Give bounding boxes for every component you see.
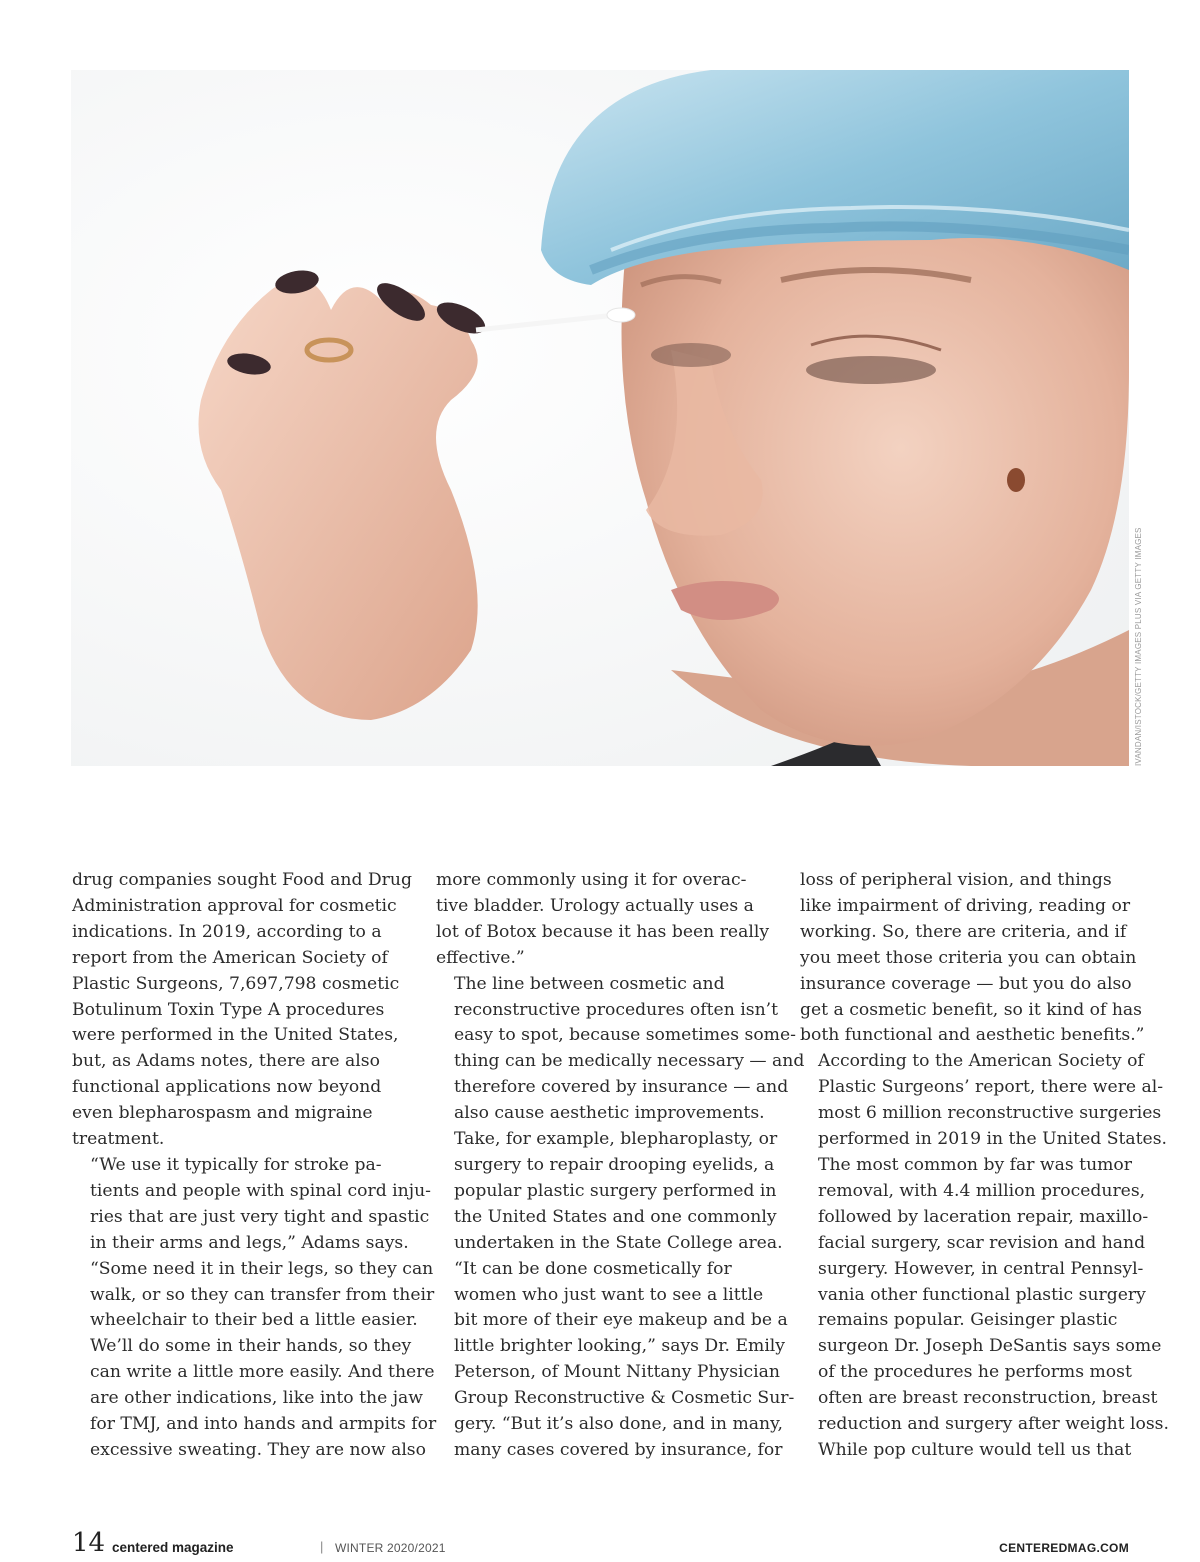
text-line: therefore covered by insurance — and (454, 1077, 789, 1098)
text-line: often are breast reconstruction, breast (818, 1388, 1158, 1409)
text-line: performed in 2019 in the United States. (818, 1129, 1168, 1150)
text-line: of the procedures he performs most (818, 1362, 1132, 1383)
text-line: working. So, there are criteria, and if (800, 921, 1127, 942)
text-line: thing can be medically necessary — and (454, 1051, 805, 1072)
text-line: surgery to repair drooping eyelids, a (454, 1154, 775, 1175)
article-paragraph (800, 1438, 1130, 1464)
text-line: insurance coverage — but you do also (800, 973, 1132, 994)
text-line: excessive sweating. They are now also (90, 1439, 426, 1460)
text-line: even blepharospasm and migraine (72, 1103, 373, 1124)
text-line: are other indications, like into the jaw (90, 1388, 424, 1409)
text-line: “It can be done cosmetically for (454, 1258, 732, 1279)
text-line: Group Reconstructive & Cosmetic Sur- (454, 1388, 795, 1409)
text-line: vania other functional plastic surgery (818, 1284, 1146, 1305)
text-line: surgeon Dr. Joseph DeSantis says some (818, 1336, 1162, 1357)
text-line: Administration approval for cosmetic (72, 895, 397, 916)
text-line: The line between cosmetic and (454, 973, 725, 994)
text-line: reduction and surgery after weight loss. (818, 1414, 1169, 1435)
magazine-name: centered magazine (112, 1540, 234, 1555)
article-paragraph (800, 1049, 1169, 1438)
text-line: We’ll do some in their hands, so they (90, 1336, 412, 1357)
article-column-3 (800, 868, 1169, 1464)
article-paragraph (436, 972, 805, 1257)
article-paragraph (72, 868, 412, 1153)
text-line: most 6 million reconstructive surgeries (818, 1103, 1162, 1124)
page-footer (72, 1528, 1129, 1562)
text-line: were performed in the United States, (72, 1025, 399, 1046)
text-line: facial surgery, scar revision and hand (818, 1232, 1146, 1253)
text-line: but, as Adams notes, there are also (72, 1051, 380, 1072)
text-line: Plastic Surgeons, 7,697,798 cosmetic (72, 973, 400, 994)
text-line: functional applications now beyond (72, 1077, 382, 1098)
footer-separator: | (320, 1539, 324, 1554)
text-line: many cases covered by insurance, for (454, 1439, 783, 1460)
page-number: 14 (72, 1528, 106, 1558)
text-line: like impairment of driving, reading or (800, 895, 1131, 916)
article-column-2 (436, 868, 805, 1464)
article-column-1 (72, 868, 437, 1464)
text-line: easy to spot, because sometimes some- (454, 1025, 796, 1046)
text-line: women who just want to see a little (454, 1284, 764, 1305)
article-paragraph (436, 868, 770, 972)
text-line: effective.” (436, 947, 525, 968)
text-line: Botulinum Toxin Type A procedures (72, 999, 385, 1020)
text-line: reconstructive procedures often isn’t (454, 999, 779, 1020)
text-line: surgery. However, in central Pennsyl- (818, 1258, 1144, 1279)
text-line: indications. In 2019, according to a (72, 921, 382, 942)
issue-label: WINTER 2020/2021 (335, 1541, 446, 1555)
text-line: loss of peripheral vision, and things (800, 870, 1112, 890)
text-line: remains popular. Geisinger plastic (818, 1310, 1118, 1331)
text-line: tients and people with spinal cord inju- (90, 1180, 431, 1201)
text-line: get a cosmetic benefit, so it kind of has (800, 999, 1142, 1020)
text-line: gery. “But it’s also done, and in many, (454, 1414, 783, 1435)
photo-credit: IVANDAN/ISTOCK/GETTY IMAGES PLUS VIA GETTY IMAGES (1134, 527, 1143, 766)
text-line: can write a little more easily. And there (90, 1362, 435, 1383)
text-line: removal, with 4.4 million procedures, (818, 1180, 1146, 1201)
text-line: Take, for example, blepharoplasty, or (454, 1129, 778, 1150)
text-line: ries that are just very tight and spastic (90, 1206, 430, 1227)
text-line: wheelchair to their bed a little easier. (90, 1310, 418, 1331)
text-line: Peterson, of Mount Nittany Physician (454, 1362, 780, 1383)
text-line: popular plastic surgery performed in (454, 1180, 777, 1201)
text-line: walk, or so they can transfer from their (90, 1284, 435, 1305)
text-line: While pop culture would tell us that (818, 1439, 1132, 1460)
text-line: little brighter looking,” says Dr. Emily (454, 1336, 786, 1357)
article-paragraph (436, 1257, 795, 1464)
article-paragraph (800, 868, 1145, 1049)
article-paragraph (72, 1153, 437, 1464)
text-line: “Some need it in their legs, so they can (90, 1258, 434, 1279)
text-line: you meet those criteria you can obtain (800, 947, 1137, 968)
text-line: tive bladder. Urology actually uses a (436, 895, 754, 916)
text-line: treatment. (72, 1129, 165, 1150)
text-line: Plastic Surgeons’ report, there were al- (818, 1077, 1164, 1098)
text-line: drug companies sought Food and Drug (72, 870, 412, 890)
text-line: the United States and one commonly (454, 1206, 777, 1227)
text-line: lot of Botox because it has been really (436, 921, 770, 942)
text-line: report from the American Society of (72, 947, 388, 968)
text-line: both functional and aesthetic benefits.” (800, 1025, 1145, 1046)
text-line: “We use it typically for stroke pa- (90, 1154, 382, 1175)
hero-photo (71, 70, 1129, 766)
text-line: According to the American Society of (818, 1051, 1144, 1072)
text-line: followed by laceration repair, maxillo- (818, 1206, 1149, 1227)
website-link[interactable]: CENTEREDMAG.COM (999, 1541, 1129, 1555)
text-line: also cause aesthetic improvements. (454, 1103, 765, 1124)
text-line: in their arms and legs,” Adams says. (90, 1232, 409, 1253)
text-line: more commonly using it for overac- (436, 870, 747, 890)
text-line: bit more of their eye makeup and be a (454, 1310, 788, 1331)
text-line: undertaken in the State College area. (454, 1232, 783, 1253)
text-line: for TMJ, and into hands and armpits for (90, 1414, 437, 1435)
text-line: The most common by far was tumor (818, 1154, 1132, 1175)
